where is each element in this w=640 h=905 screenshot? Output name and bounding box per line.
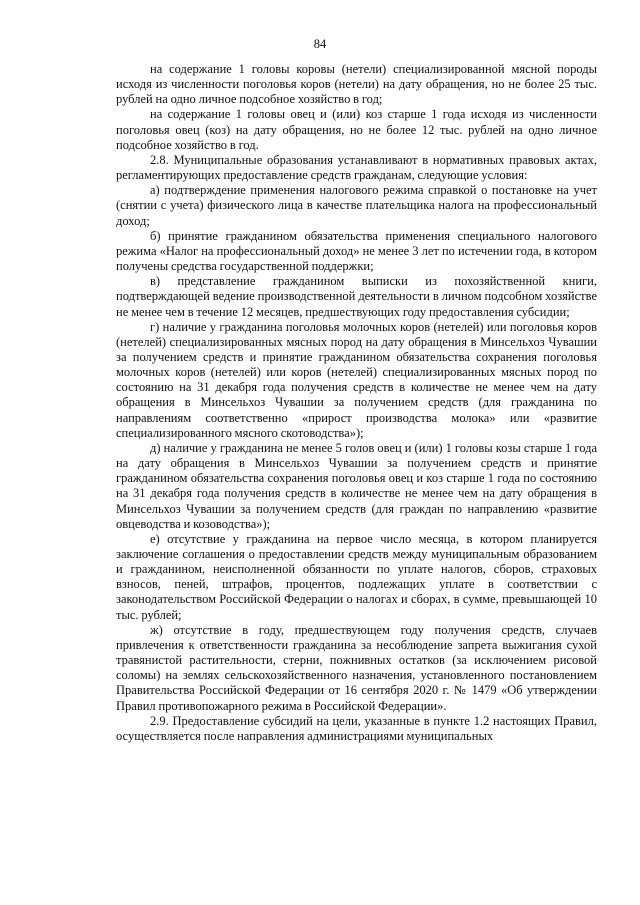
paragraph-2-9: 2.9. Предоставление субсидий на цели, указанные в пункте 1.2 настоящих Правил, осуществляется после направления администрациями муниципальных (116, 713, 597, 743)
paragraph-sheep-goat-maintenance: на содержание 1 головы овец и (или) коз старше 1 года исходя из численности поголовья овец (коз) на дату обращения, но не более 12 тыс. рублей на одно личное подсобное хозяйство в год. (116, 107, 597, 152)
paragraph-cow-maintenance: на содержание 1 головы коровы (нетели) специализированной мясной породы исходя из численности поголовья коров (нетели) на дату обращения, но не более 25 тыс. рублей на одно личное подсобное хозяйство в год; (116, 62, 597, 107)
paragraph-condition-g: г) наличие у гражданина поголовья молочных коров (нетелей) или поголовья коров (нетелей) специализированных мясных пород на дату обращения в Минсельхоз Чувашии за получением средств и принятие гражданином обязательства сохранения поголовья молочных коров (нетелей) или коров (нетелей) специализированных мясных пород по состоянию на 31 декабря года получения средств в количестве не менее чем на дату обращения в Минсельхоз Чувашии за получением средств (для гражданина по направлениям соответственно «прирост производства молока» или «развитие специализированного мясного скотоводства»); (116, 319, 597, 440)
page-number: 84 (313, 37, 327, 51)
paragraph-condition-zh: ж) отсутствие в году, предшествующем году получения средств, случаев привлечения к ответственности гражданина за несоблюдение запрета выжигания сухой травянистой растительности, стерни, пожнивных остатков (за исключением рисовой соломы) на землях сельскохозяйственного назначения, установленного постановлением Правительства Российской Федерации от 16 сентября 2020 г. № 1479 «Об утверждении Правил противопожарного режима в Российской Федерации». (116, 622, 597, 713)
paragraph-condition-a: а) подтверждение применения налогового режима справкой о постановке на учет (снятии с учета) физического лица в качестве плательщика налога на профессиональный доход; (116, 183, 597, 228)
paragraph-condition-b: б) принятие гражданином обязательства применения специального налогового режима «Налог на профессиональный доход» не менее 3 лет по истечении года, в котором получены средства государственной поддержки; (116, 228, 597, 274)
paragraph-condition-e: е) отсутствие у гражданина на первое число месяца, в котором планируется заключение соглашения о предоставлении средств между муниципальным образованием и гражданином, неисполненной обязанности по уплате налогов, сборов, страховых взносов, пеней, штрафов, процентов, подлежащих уплате в соответствии с законодательством Российской Федерации о налогах и сборах, в сумме, превышающей 10 тыс. рублей; (116, 531, 597, 622)
paragraph-condition-v: в) представление гражданином выписки из похозяйственной книги, подтверждающей ведение производственной деятельности в личном подсобном хозяйстве не менее чем в течение 12 месяцев, предшествующих году предоставления субсидии; (116, 274, 597, 319)
paragraph-condition-d: д) наличие у гражданина не менее 5 голов овец и (или) 1 головы козы старше 1 года на дату обращения в Минсельхоз Чувашии за получением средств и принятие гражданином обязательства сохранения поголовья овец и коз старше 1 года по состоянию на 31 декабря года получения средств в количестве не менее чем на дату обращения в Минсельхоз Чувашии за получением средств (для граждан по направлению «развитие овцеводства и козоводства»); (116, 440, 597, 531)
document-body (116, 62, 597, 744)
paragraph-2-8: 2.8. Муниципальные образования устанавливают в нормативных правовых актах, регламентирующих предоставление средств гражданам, следующие условия: (116, 152, 597, 183)
